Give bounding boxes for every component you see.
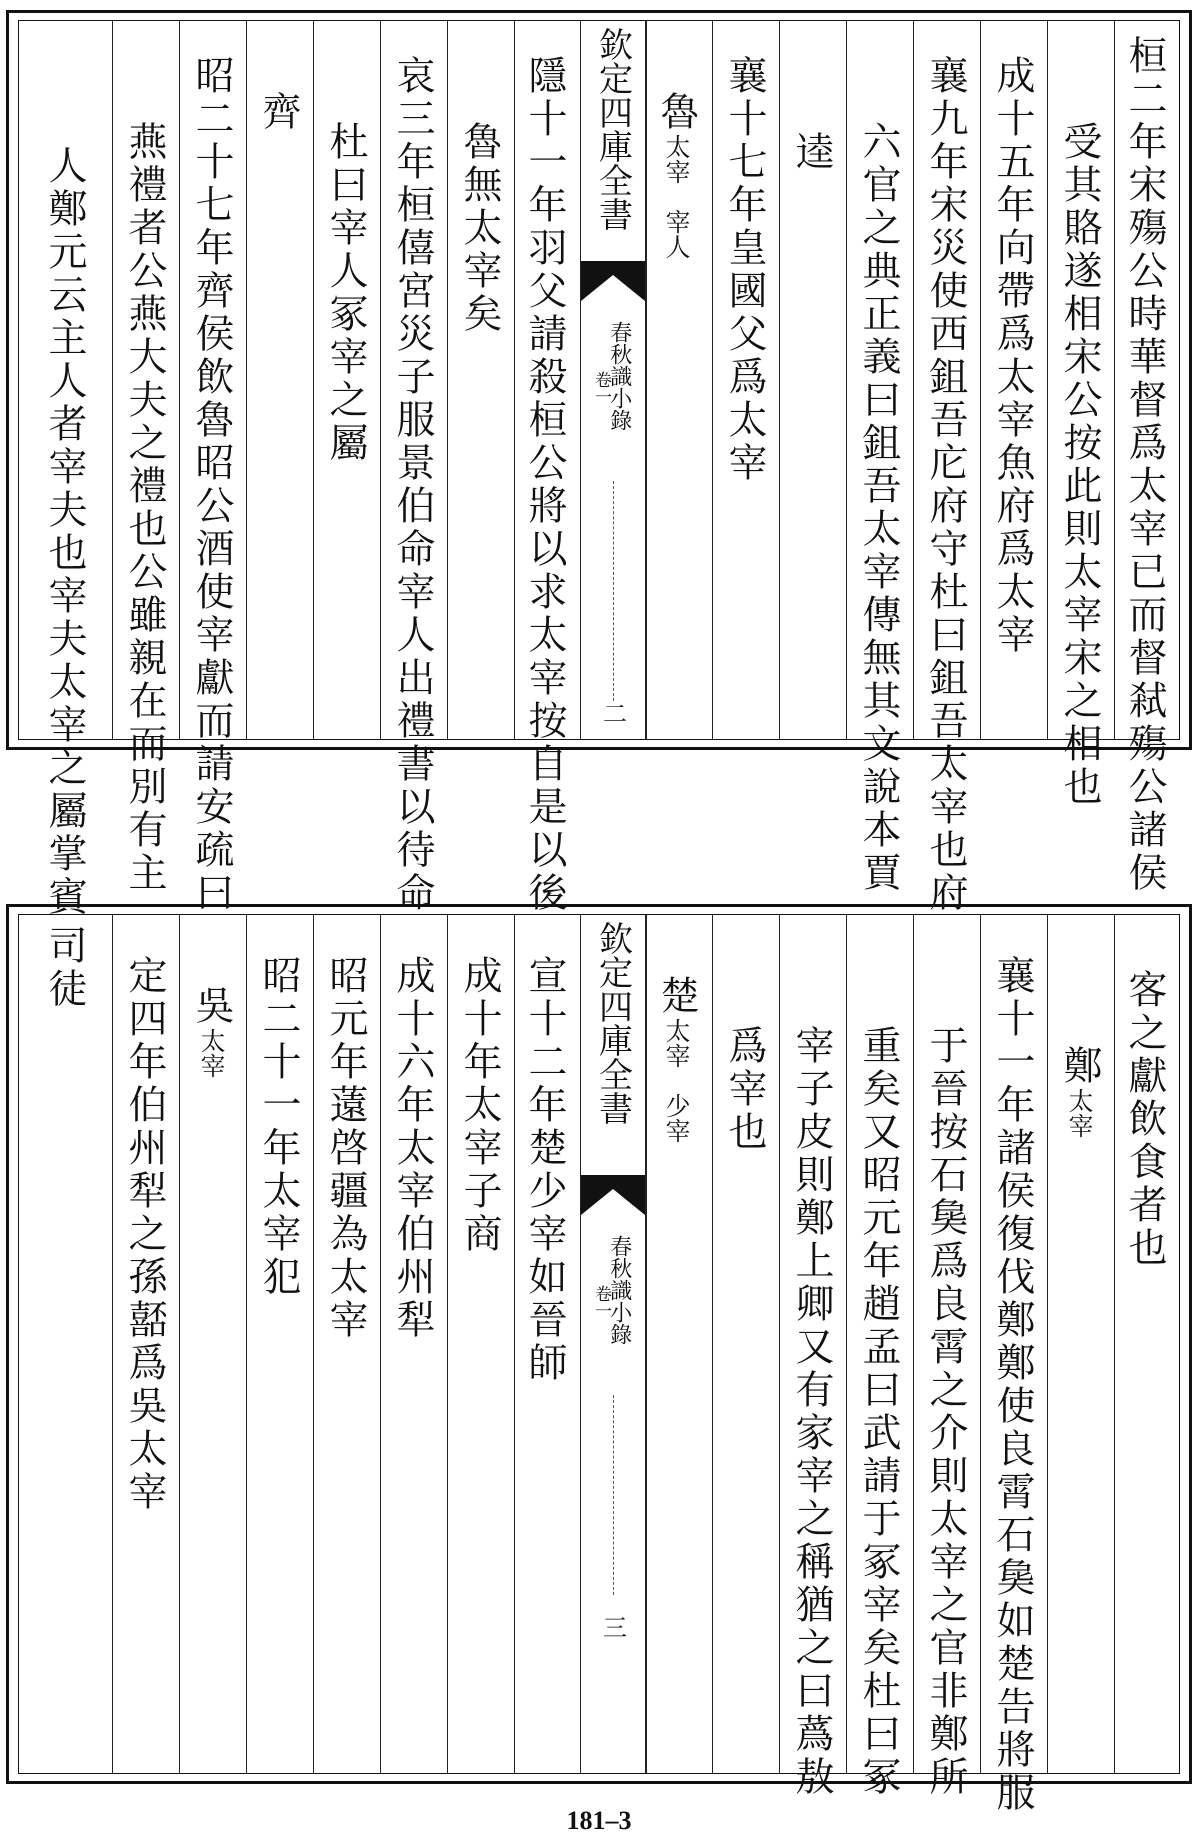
column-text: 于晉按石㚟爲良霄之介則太宰之官非鄭所 <box>923 1025 968 1799</box>
state-name: 楚 <box>654 975 699 1018</box>
center-juan: 卷一 <box>591 1285 611 1319</box>
column-text: 昭二十七年齊侯飲魯昭公酒使宰獻而請安疏曰 <box>189 55 234 915</box>
column-text <box>654 91 699 259</box>
column-text: 昭元年薳啓疆為太宰 <box>323 955 368 1342</box>
column-text: 襄十一年諸侯復伐鄭鄭使良霄石㚟如楚告將服 <box>990 955 1035 1815</box>
column-note: 太宰 <box>1065 1088 1094 1138</box>
top-col-6 <box>712 21 779 739</box>
column-text: 成十五年向帶爲太宰魚府爲太宰 <box>990 55 1035 657</box>
top-col-5 <box>779 21 846 739</box>
top-col-11 <box>313 21 380 739</box>
column-text: 六官之典正義曰鉏吾太宰傳無其文說本賈 <box>856 121 901 895</box>
bottom-col-13 <box>179 915 246 1773</box>
bottom-col-2 <box>980 915 1047 1815</box>
state-name: 魯 <box>654 91 699 134</box>
column-text: 客之獻飲食者也 <box>1122 969 1167 1270</box>
column-text: 司徒 <box>42 925 87 1011</box>
column-note: 太宰 少宰 <box>662 1018 691 1143</box>
bottom-col-10 <box>380 915 447 1773</box>
top-col-12 <box>246 21 313 739</box>
column-text: 隱十一年羽父請殺桓公將以求太宰按自是以後 <box>522 55 567 915</box>
state-name: 鄭 <box>1057 1045 1102 1088</box>
bottom-col-5 <box>779 915 846 1799</box>
top-col-14 <box>112 21 179 895</box>
column-note: 太宰 <box>197 1028 226 1078</box>
column-text: 杜曰宰人冢宰之屬 <box>323 121 368 465</box>
top-col-9 <box>447 21 514 739</box>
bottom-col-9 <box>447 915 514 1773</box>
center-book-title: 春秋識小錄 <box>606 1235 632 1345</box>
bottom-col-0 <box>1114 915 1181 1773</box>
top-page <box>0 0 1198 919</box>
center-page-number: 二 <box>598 701 627 725</box>
top-col-0 <box>1114 21 1181 895</box>
bottom-col-11 <box>313 915 380 1773</box>
bottom-col-4 <box>846 915 913 1799</box>
column-text: 宰子皮則鄭上卿又有家宰之稱猶之曰蔿敖 <box>789 1025 834 1799</box>
top-col-1 <box>1047 21 1114 809</box>
column-text <box>1057 1045 1102 1138</box>
top-col-13 <box>179 21 246 915</box>
center-juan: 卷一 <box>591 371 611 405</box>
top-col-10 <box>380 21 447 915</box>
column-text: 定四年伯州犁之孫嚭爲吳太宰 <box>122 955 167 1514</box>
column-text <box>654 975 699 1143</box>
bottom-col-15 <box>19 915 112 1773</box>
top-center-column <box>580 21 646 739</box>
center-title: 欽定四庫全書 <box>592 27 633 231</box>
top-col-8 <box>514 21 580 915</box>
column-text: 人鄭元云主人者宰夫也宰夫太宰之屬掌賓 <box>42 145 87 919</box>
bottom-col-12 <box>246 915 313 1773</box>
column-text: 襄十七年皇國父爲太宰 <box>722 55 767 485</box>
top-col-7 <box>646 21 712 739</box>
bottom-col-14 <box>112 915 179 1773</box>
column-text: 成十年太宰子商 <box>457 955 502 1256</box>
center-page-number: 三 <box>598 1615 627 1639</box>
center-rule <box>613 1395 614 1595</box>
top-col-15 <box>19 21 112 919</box>
column-note: 太宰 宰人 <box>662 134 691 259</box>
column-text: 齊 <box>256 91 301 134</box>
column-text: 桓二年宋殤公時華督爲太宰已而督弒殤公諸侯 <box>1122 35 1167 895</box>
page-number: 181–3 <box>566 1806 632 1835</box>
column-text: 魯無太宰矣 <box>457 121 502 336</box>
column-text: 爲宰也 <box>722 1025 767 1154</box>
bottom-page-inner-frame <box>18 914 1180 1815</box>
column-text: 昭二十一年太宰犯 <box>256 955 301 1299</box>
bottom-col-1 <box>1047 915 1114 1773</box>
bottom-col-3 <box>913 915 980 1799</box>
bottom-center-column <box>580 915 646 1773</box>
column-text: 燕禮者公燕大夫之禮也公雖親在而別有主 <box>122 121 167 895</box>
fishtail-mark <box>581 1175 645 1215</box>
fishtail-mark <box>581 261 645 301</box>
center-rule <box>613 481 614 701</box>
center-title: 欽定四庫全書 <box>592 921 633 1125</box>
top-col-3 <box>913 21 980 915</box>
bottom-col-8 <box>514 915 580 1773</box>
bottom-col-7 <box>646 915 712 1773</box>
top-page-inner-frame <box>18 20 1180 919</box>
top-col-4 <box>846 21 913 895</box>
bottom-page <box>0 900 1198 1815</box>
column-text: 哀三年桓僖宮災子服景伯命宰人出禮書以待命 <box>390 55 435 915</box>
state-name: 吳 <box>189 985 234 1028</box>
bottom-col-6 <box>712 915 779 1773</box>
column-text: 宣十二年楚少宰如晉師 <box>522 955 567 1385</box>
column-text: 成十六年太宰伯州犁 <box>390 955 435 1342</box>
column-text: 襄九年宋災使西鉏吾庀府守杜曰鉏吾太宰也府 <box>923 55 968 915</box>
column-text: 逵 <box>789 131 834 174</box>
center-book-title: 春秋識小錄 <box>606 321 632 431</box>
column-text: 受其賂遂相宋公按此則太宰宋之相也 <box>1057 121 1102 809</box>
top-col-2 <box>980 21 1047 739</box>
column-text: 重矣又昭元年趙孟曰武請于冢宰矣杜曰冢 <box>856 1025 901 1799</box>
column-text <box>189 985 234 1078</box>
